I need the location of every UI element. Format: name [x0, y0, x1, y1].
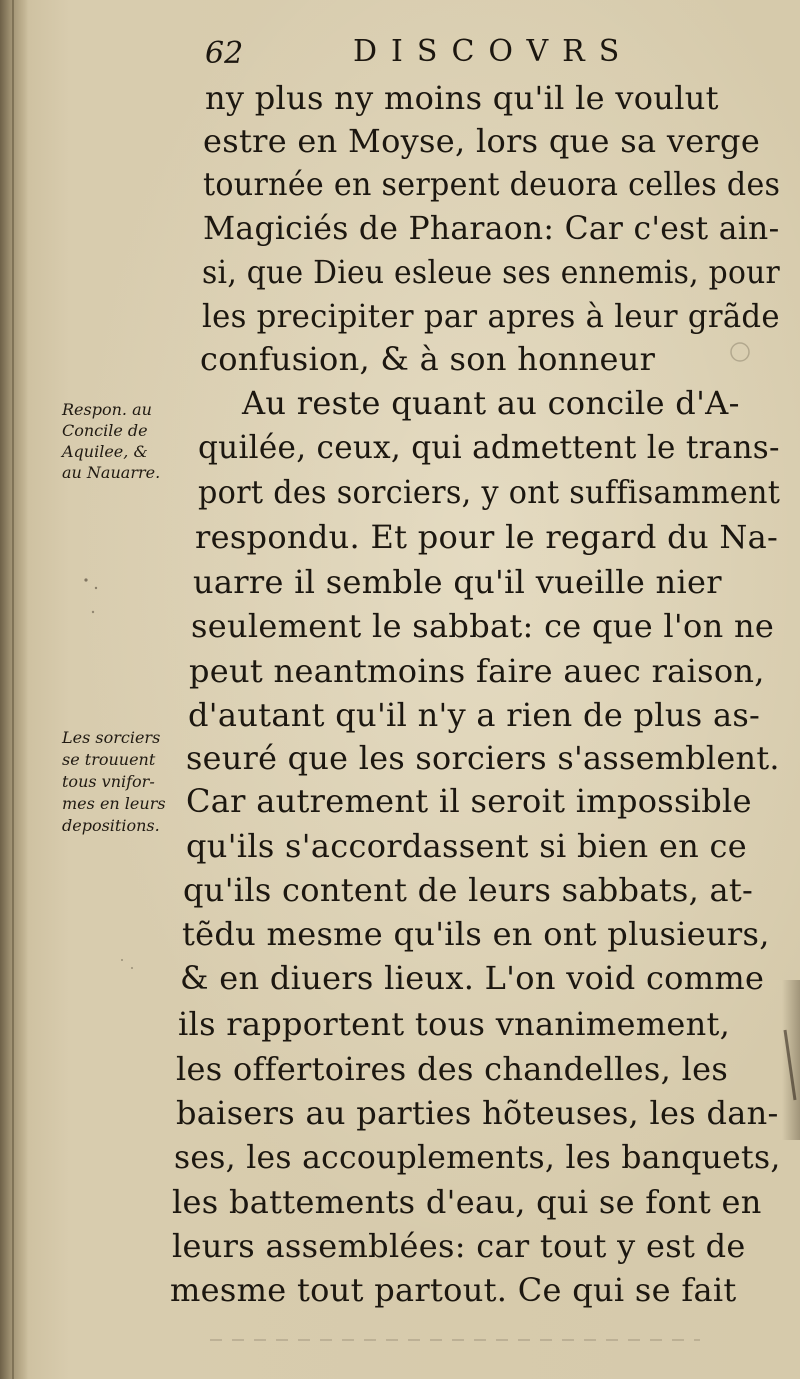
text-line: Car autrement il seroit impossible: [186, 782, 752, 820]
text-line: ils rapportent tous vnanimement,: [178, 1005, 731, 1043]
text-line: mesme tout partout. Ce qui se fait: [170, 1271, 737, 1309]
margin-note-line: depositions.: [62, 816, 160, 835]
margin-note-line: mes en leurs: [62, 794, 166, 813]
text-line: les battements d'eau, qui se font en: [172, 1183, 762, 1221]
margin-note-line: au Nauarre.: [62, 463, 161, 482]
text-line: seuré que les sorciers s'assemblent.: [186, 739, 780, 777]
text-line: tournée en serpent deuora celles des: [203, 165, 781, 203]
page-number: 62: [205, 36, 244, 71]
running-head: DISCOVRS: [353, 34, 634, 69]
text-line: ny plus ny moins qu'il le voulut: [205, 79, 719, 117]
text-line: Magiciés de Pharaon: Car c'est ain-: [203, 209, 780, 247]
text-line: uarre il semble qu'il vueille nier: [193, 563, 722, 601]
text-line: leurs assemblées: car tout y est de: [172, 1227, 746, 1265]
margin-note-line: Les sorciers: [62, 728, 161, 747]
text-line: baisers au parties hõteuses, les dan-: [176, 1094, 779, 1132]
text-line: confusion, & à son honneur: [200, 340, 656, 378]
margin-note-line: se trouuent: [62, 750, 156, 769]
text-line: les precipiter par apres à leur grãde: [202, 297, 780, 335]
text-line: si, que Dieu esleue ses ennemis, pour: [202, 253, 781, 291]
margin-note-line: Respon. au: [62, 400, 152, 419]
text-line: d'autant qu'il n'y a rien de plus as-: [188, 696, 761, 734]
text-line: les offertoires des chandelles, les: [176, 1050, 729, 1088]
margin-note-line: tous vnifor-: [62, 772, 155, 791]
text-line: respondu. Et pour le regard du Na-: [195, 518, 779, 556]
text-line: estre en Moyse, lors que sa verge: [203, 122, 761, 160]
text-line: qu'ils s'accordassent si bien en ce: [186, 827, 747, 865]
text-line: ses, les accouplements, les banquets,: [174, 1138, 781, 1176]
text-line: quilée, ceux, qui admettent le trans-: [198, 428, 780, 466]
text-line: port des sorciers, y ont suffisamment: [198, 473, 781, 511]
margin-note-line: Aquilee, &: [62, 442, 148, 461]
text-line: Au reste quant au concile d'A-: [242, 384, 740, 422]
text-line: tẽdu mesme qu'ils en ont plusieurs,: [182, 915, 770, 953]
text-line: & en diuers lieux. L'on void comme: [180, 959, 765, 997]
text-line: peut neantmoins faire auec raison,: [189, 652, 765, 690]
text-line: seulement le sabbat: ce que l'on ne: [191, 607, 775, 645]
text-line: qu'ils content de leurs sabbats, at-: [183, 871, 754, 909]
margin-note-line: Concile de: [62, 421, 148, 440]
